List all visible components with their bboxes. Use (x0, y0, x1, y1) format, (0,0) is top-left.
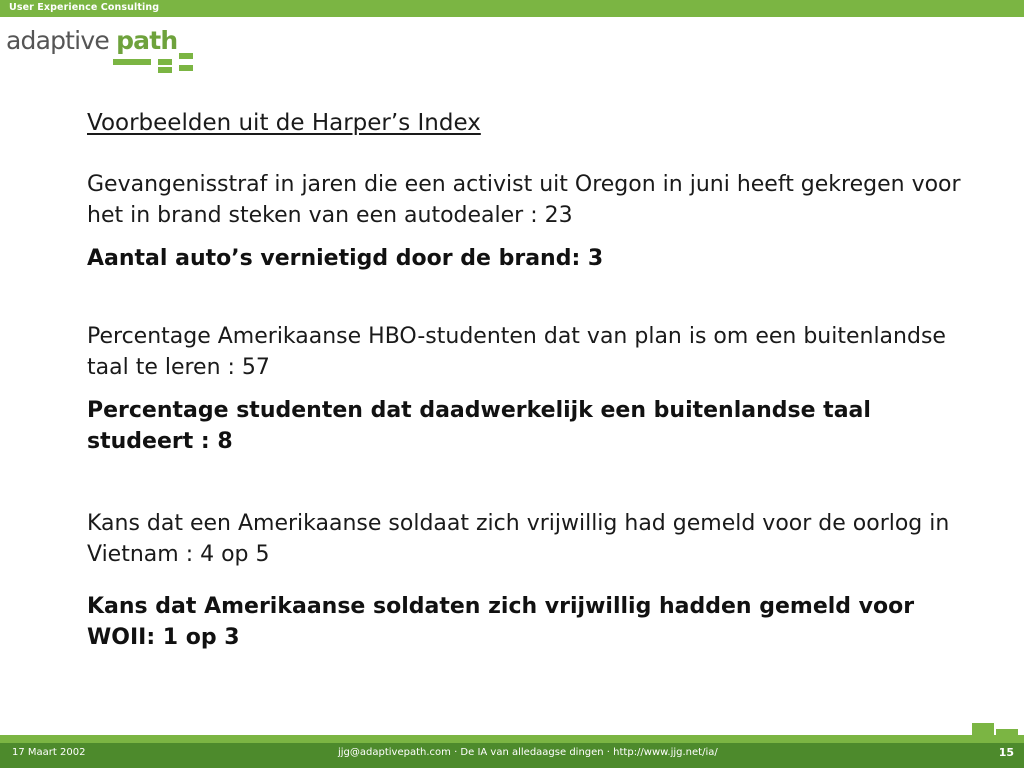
slide-content (87, 110, 967, 653)
slide-title: Voorbeelden uit de Harper’s Index (87, 110, 481, 136)
company-label: User Experience Consulting (9, 2, 160, 13)
logo-square (158, 67, 172, 73)
footer-strip (0, 735, 1024, 743)
fact-paragraph: Gevangenisstraf in jaren die een activist uit Oregon in juni heeft gekregen voor het in brand steken van een autodealer : 23 (87, 172, 961, 228)
footer-bar (0, 743, 1024, 768)
footer-square (972, 723, 994, 735)
footer-contact: jjg@adaptivepath.com · De IA van alledaagse dingen · http://www.jjg.net/ia/ (338, 747, 718, 758)
logo-square (179, 65, 193, 71)
fact-paragraph-bold: Kans dat Amerikaanse soldaten zich vrijwillig hadden gemeld voor WOII: 1 op 3 (87, 594, 915, 650)
footer-date: 17 Maart 2002 (12, 747, 86, 758)
page-number: 15 (998, 746, 1014, 759)
fact-paragraph-bold: Percentage studenten dat daadwerkelijk een buitenlandse taal studeert : 8 (87, 398, 871, 454)
fact-paragraph-bold: Aantal auto’s vernietigd door de brand: 3 (87, 246, 604, 271)
adaptive-path-logo (6, 24, 206, 80)
header-bar (0, 0, 1024, 17)
logo-square (179, 53, 193, 59)
logo-square (158, 59, 172, 65)
footer-square (996, 729, 1018, 741)
logo-wordmark (6, 26, 177, 55)
fact-paragraph: Percentage Amerikaanse HBO-studenten dat van plan is om een buitenlandse taal te leren : 57 (87, 324, 946, 380)
fact-paragraph: Kans dat een Amerikaanse soldaat zich vrijwillig had gemeld voor de oorlog in Vietnam : 4 op 5 (87, 511, 950, 567)
logo-word-adaptive: adaptive (6, 26, 109, 55)
logo-square (113, 59, 151, 65)
logo-word-path: path (116, 26, 178, 55)
